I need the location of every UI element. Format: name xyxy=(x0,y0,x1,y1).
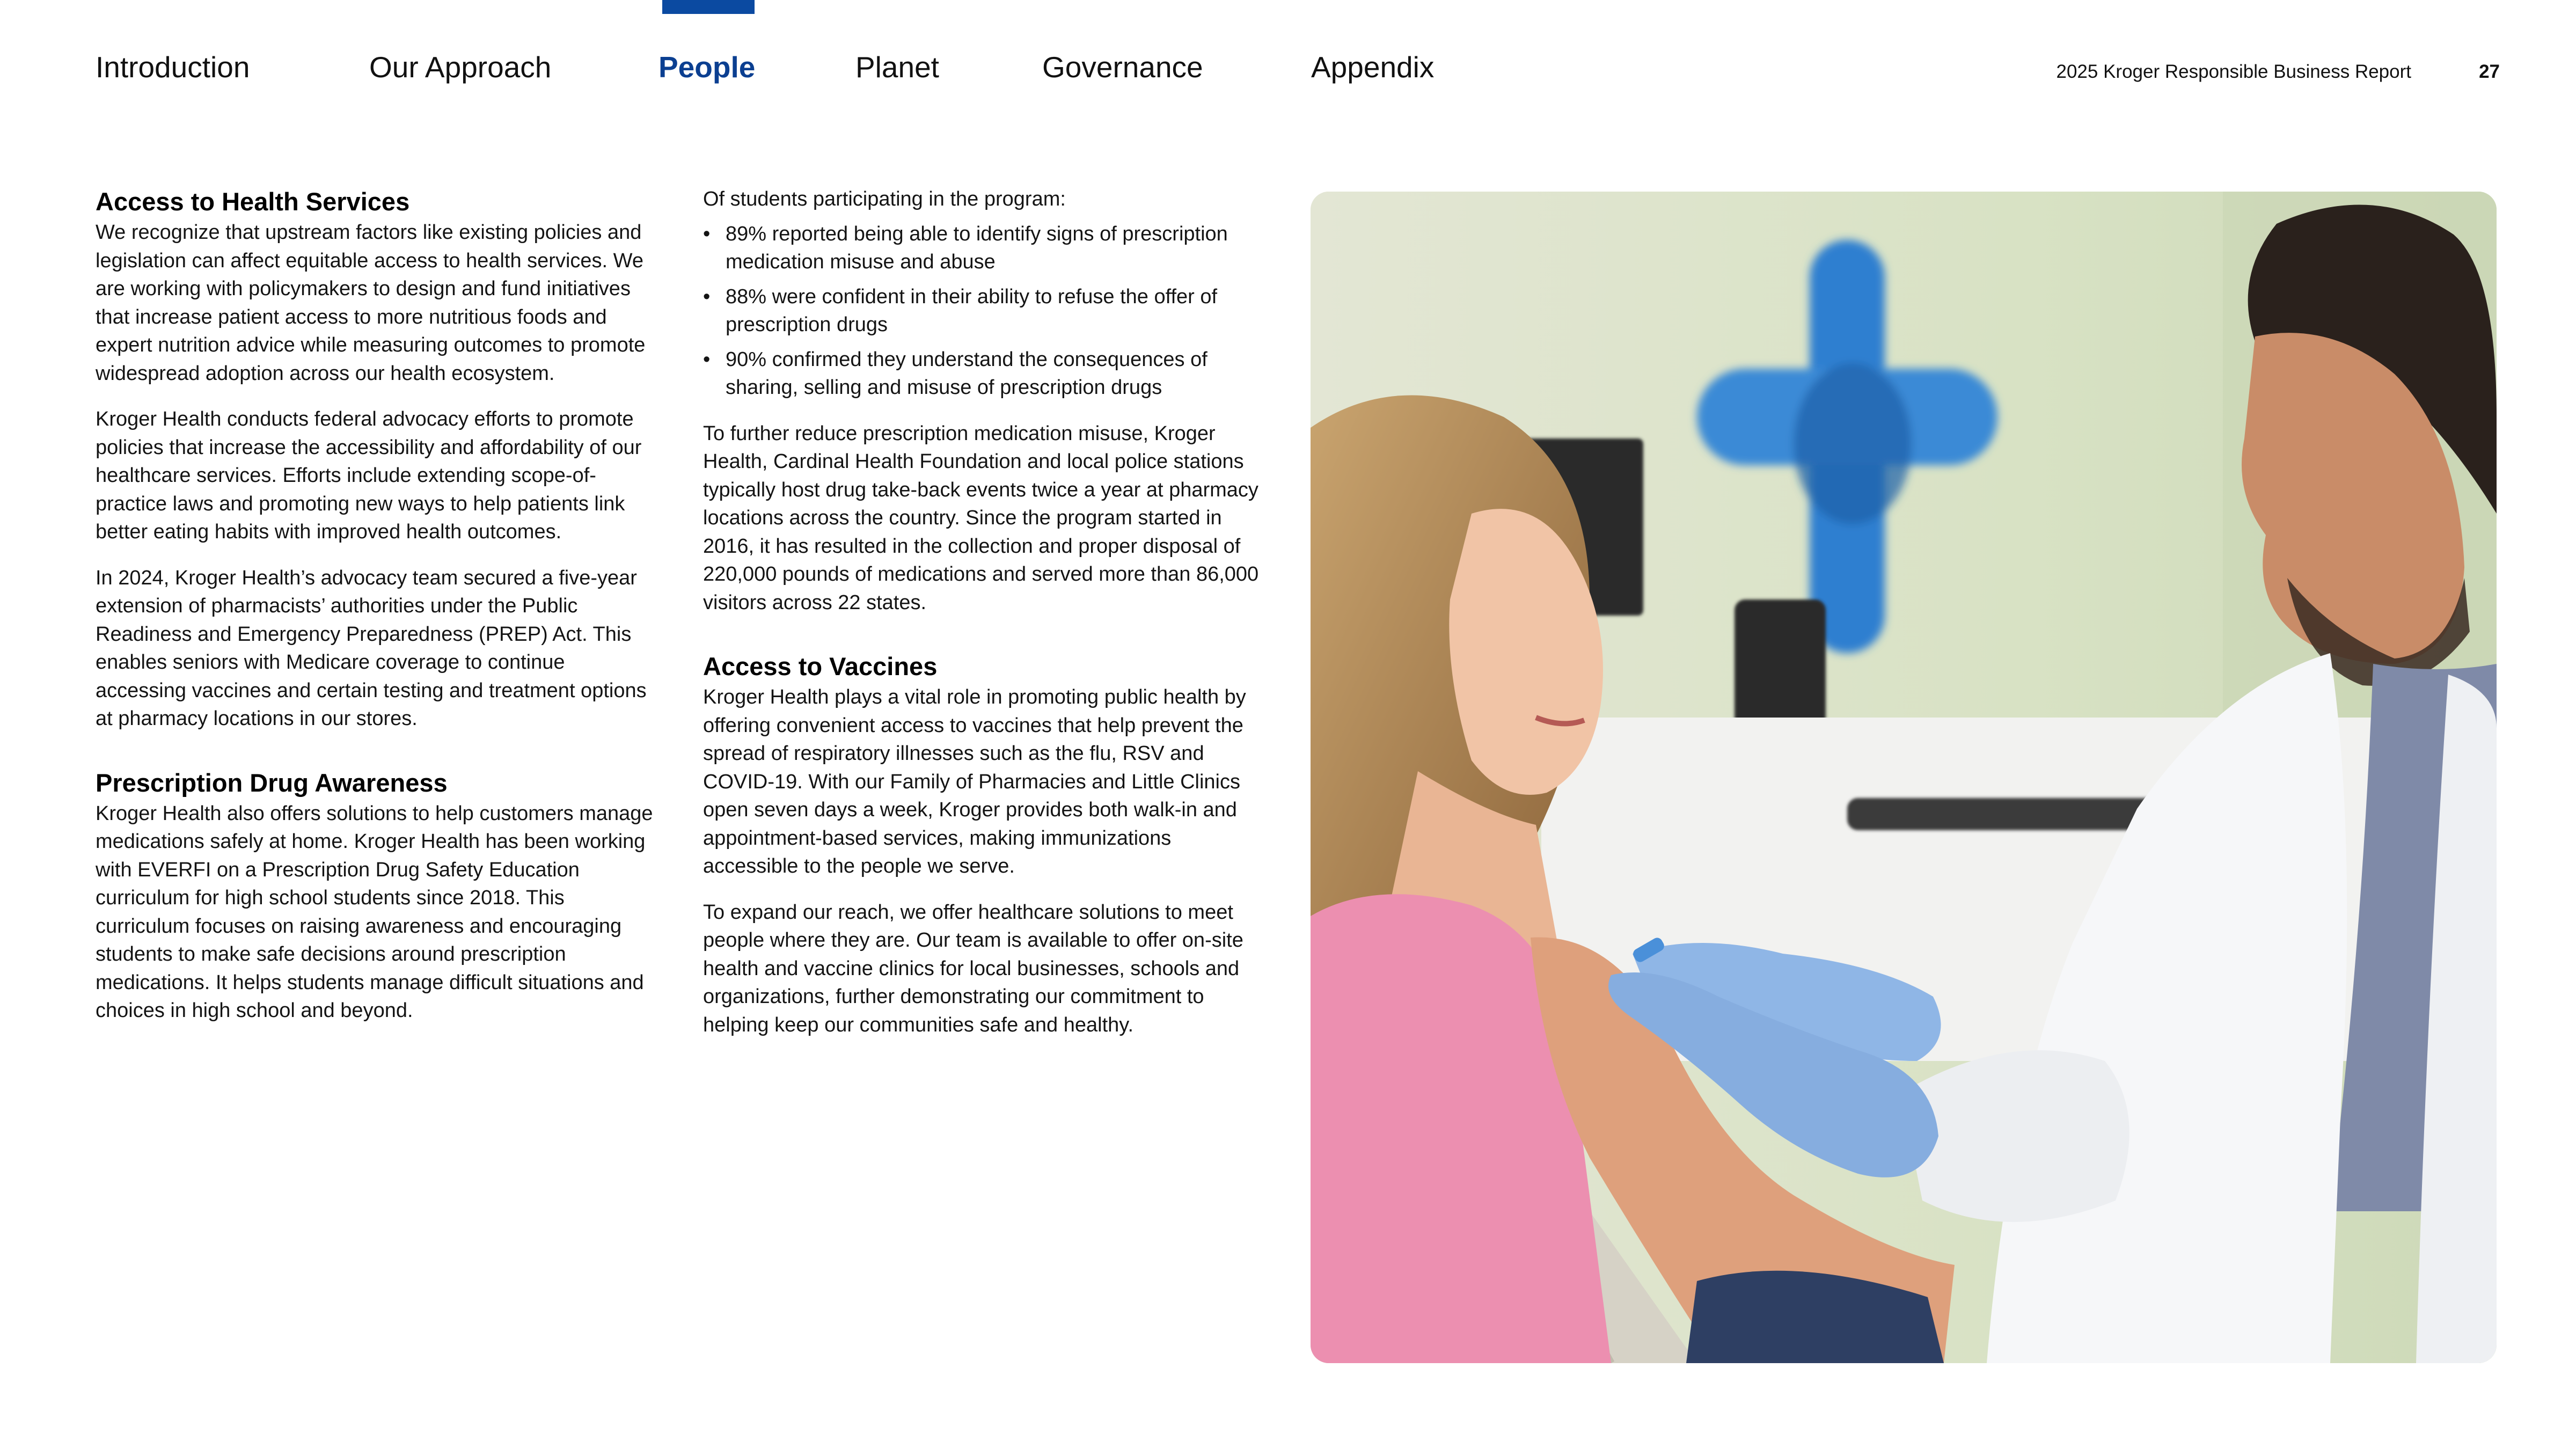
nav-tab-planet[interactable]: Planet xyxy=(855,50,939,84)
nav-tab-introduction[interactable]: Introduction xyxy=(96,50,250,84)
page-number: 27 xyxy=(2479,61,2500,82)
health-services-paragraph-2: Kroger Health conducts federal advocacy efforts to promote policies that increase the accessibility and affordability of our healthcare services. Efforts include extending scope-of-practice laws and promoting new ways to help patients link better eating habits with improved health outcomes. xyxy=(96,408,642,543)
student-results-list xyxy=(703,220,1267,402)
left-text-column xyxy=(96,185,654,1043)
vaccines-paragraph-2: To expand our reach, we offer healthcare solutions to meet people where they are. Our team is available to offer on-site health and vaccine clinics for local businesses, schools and organizations, further demonstrating our commitment to helping keep our communities safe and healthy. xyxy=(703,901,1243,1036)
take-back-paragraph: To further reduce prescription medication misuse, Kroger Health, Cardinal Health Foundation and local police stations typically host drug take-back events twice a year at pharmacy locations across the country. Since the program started in 2016, it has resulted in the collection and proper disposal of 220,000 pounds of medications and served more than 86,000 visitors across 22 states. xyxy=(703,422,1259,614)
middle-text-column xyxy=(703,185,1267,1057)
report-title: 2025 Kroger Responsible Business Report xyxy=(2056,61,2411,82)
students-intro: Of students participating in the program: xyxy=(703,188,1066,210)
list-item: • 90% confirmed they understand the consequences of sharing, selling and misuse of prescription drugs xyxy=(703,346,1267,402)
top-navigation xyxy=(0,0,2576,134)
nav-tab-appendix[interactable]: Appendix xyxy=(1311,50,1435,84)
section-heading-health-services: Access to Health Services xyxy=(96,187,410,216)
nav-tab-governance[interactable]: Governance xyxy=(1042,50,1203,84)
list-item: • 88% were confident in their ability to refuse the offer of prescription drugs xyxy=(703,283,1267,339)
section-heading-prescription-drug-awareness: Prescription Drug Awareness xyxy=(96,768,448,797)
health-services-paragraph-3: In 2024, Kroger Health’s advocacy team secured a five-year extension of pharmacists’ authorities under the Public Readiness and Emergency Preparedness (PREP) Act. This enables seniors with Medicare coverage to continue accessing vaccines and certain testing and treatment options at pharmacy locations in our stores. xyxy=(96,566,647,730)
prescription-drug-paragraph: Kroger Health also offers solutions to help customers manage medications safely at home. Kroger Health has been working with EVERFI on a Prescription Drug Safety Education curriculum for high school students since 2018. This curriculum focuses on raising awareness and encouraging students to make safe decisions around prescription medications. It helps students manage difficult situations and choices in high school and beyond. xyxy=(96,802,653,1022)
pharmacist-vaccination-photo xyxy=(1311,192,2497,1363)
list-item: • 89% reported being able to identify signs of prescription medication misuse and abuse xyxy=(703,220,1267,276)
nav-tab-people[interactable]: People xyxy=(658,50,756,84)
section-heading-access-to-vaccines: Access to Vaccines xyxy=(703,652,938,680)
vaccines-paragraph-1: Kroger Health plays a vital role in promoting public health by offering convenient access to vaccines that help prevent the spread of respiratory illnesses such as the flu, RSV and COVID-19. With our Family of Pharmacies and Little Clinics open seven days a week, Kroger provides both walk-in and appointment-based services, making immunizations accessible to the people we serve. xyxy=(703,686,1246,877)
desk-phone xyxy=(1735,599,1826,728)
photo-illustration xyxy=(1311,192,2497,1363)
active-tab-indicator xyxy=(662,0,755,14)
nav-tab-our-approach[interactable]: Our Approach xyxy=(369,50,552,84)
health-services-paragraph-1: We recognize that upstream factors like existing policies and legislation can affect equitable access to health services. We are working with policymakers to design and fund initiatives that increase patient access to more nutritious foods and expert nutrition advice while measuring outcomes to promote widespread adoption across our health ecosystem. xyxy=(96,221,646,385)
